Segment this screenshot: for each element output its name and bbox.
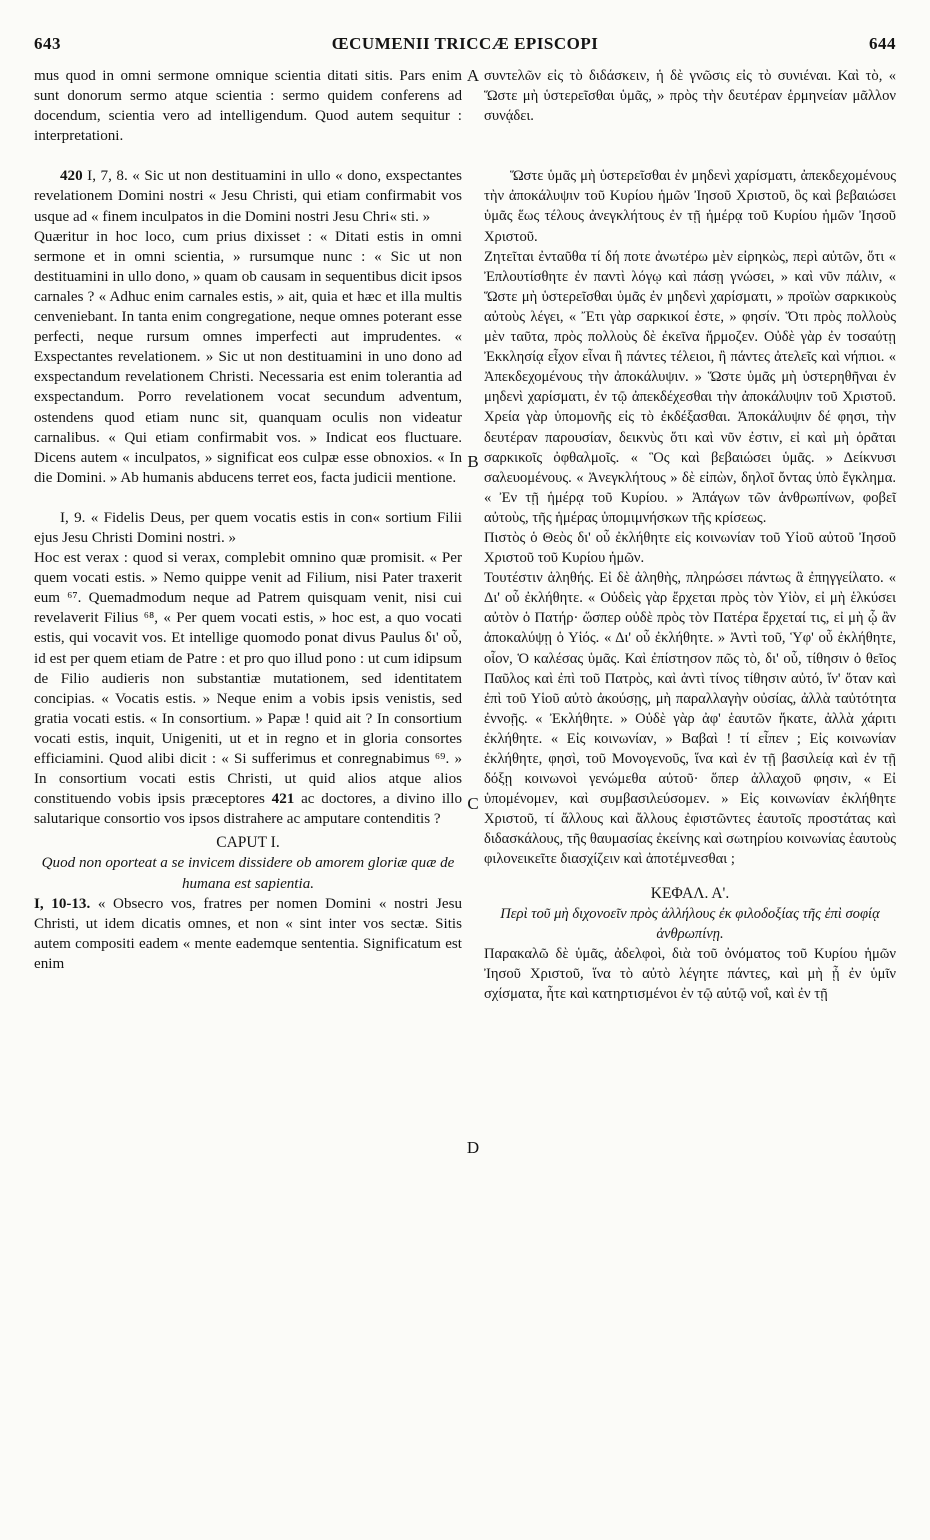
- page-number-right: 644: [869, 34, 896, 53]
- latin-verse-1-7: 420 I, 7, 8. « Sic ut non destituamini in ullo « dono, exspectantes revelationem Domini nostri « Jesu Christi, qui etiam confirmabit vos usque ad « finem inculpatos in die Domini nostri Jesu Chri« sti. »: [34, 168, 462, 225]
- latin-paragraph: Quæritur in hoc loco, cum prius dixisset : « Ditati estis in omni sermone et in omni scientia, » rursumque nunc : « Sic ut non destituamini in ullo dono, » quam ob causam in sequentibus dicit ipsos carnales ? « Adhuc enim carnales estis, » ait, quia et hæc et illa multis cenveniebant. In tanta enim congregatione, neque omnes poterant esse perfecti, neque rursum omnes imperfecti aut imprudentes. « Exspectantes revelationem. » Sic ut non destituamini in uno dono ad exspectandum revelationem Christi. Necessaria est enim tolerantia ad exspectandum. Porro revelationem vocat secundum adventum, ostendens quod etiam nunc sit, quanquam oculis non videatur carnalibus. « Qui etiam confirmabit vos. » Indicat eos fluctuare. Dicens autem « inculpatos, » significat eos culpæ esse obnoxios. « In die Domini. » Ab humanis abducens terret eos, facta judicii mentione.: [34, 228, 462, 486]
- latin-paragraph: mus quod in omni sermone omnique scientia ditati sitis. Pars enim sunt donorum sermo atque scientia : sermo quidem conferens ad docendum, scientia vero ad intelligendum. Quod autem sequitur : interpretationi.: [34, 68, 462, 145]
- margin-letter-a: A: [466, 66, 480, 85]
- column-number: 420: [60, 168, 83, 185]
- greek-paragraph: Τουτέστιν ἀληθής. Εἰ δὲ ἀληθὴς, πληρώσει πάντως ἃ ἐπηγγείλατο. « Δι' οὗ ἐκλήθητε. « Οὐδεὶς γὰρ ἔρχεται πρὸς τὸν Υἱὸν, εἰ μὴ ἑλκύσει αὐτὸν ὁ Πατήρ· ὥσπερ οὐδὲ πρὸς τὸν Πατέρα ἔρχεταί τις, εἰ μὴ ᾧ ἂν ἀποκαλύψῃ ὁ Υἱός. « Δι' οὗ ἐκλήθητε. » Ἀντὶ τοῦ, Ὑφ' οὗ ἐκλήθητε, οἷον, Ὁ καλέσας ὑμᾶς. Καὶ ἐπίστησον πῶς τὸ, δι' οὗ, τίθησιν ὁ θεῖος Παῦλος καὶ ἐπὶ τοῦ Πατρὸς, καὶ ἀντὶ τίνος τίθησιν αὐτό, ἵν' ὅταν καὶ ἐπὶ τοῦ Υἱοῦ αὐτὸ ἀκούσῃς, μὴ παραλλαγὴν οὐσίας, ἀλλὰ ταὐτότητα ἐννοῇς. « Ἐκλήθητε. » Οὐδὲ γὰρ ἀφ' ἑαυτῶν ἥκατε, ἀλλὰ χάριτι ἐκλήθητε. « Εἰς κοινωνίαν, » Βαβαὶ ! τί εἶπεν ; Εἰς κοινωνίαν ἐκλήθητε, φησὶ, τοῦ Μονογενοῦς, ἵνα καὶ ἐν τῇ βασιλείᾳ καὶ ἐν τῇ δόξῃ κοινωνοὶ γενώμεθα αὐτοῦ· ὅπερ ἀλλαχοῦ φησιν, « Εἰ ὑπομένομεν, καὶ συμβασιλεύσομεν. » Εἰς κοινωνίαν ἐκλήθητε Χριστοῦ, τί ἄλλους καὶ ἄλλους ἐφιστῶντες ἑαυτοῖς προστάτας καὶ διδασκάλους, τῆς θαυμασίας ἐκείνης καὶ σωτηρίου κοινωνίας ἑαυτοὺς φιλονεικεῖτε διασχίζειν καὶ ἀποτέμνεσθαι ;: [484, 570, 896, 868]
- margin-letter-d: D: [466, 1138, 480, 1157]
- greek-paragraph: Ζητεῖται ἐνταῦθα τί δή ποτε ἀνωτέρω μὲν εἰρηκὼς, περὶ αὐτῶν, ὅτι « Ἐπλουτίσθητε ἐν παντὶ λόγῳ καὶ πάσῃ γνώσει, » καὶ νῦν πάλιν, « Ὥστε μὴ ὑστερεῖσθαι ὑμᾶς ἐν μηδενὶ χαρίσματι, » προϊὼν σαρκικοὺς αὐτοὺς λέγει, « Ἔτι γὰρ σαρκικοί ἐστε, » φησίν. Ὅτι πρὸς πολλοὺς μὲν ταῦτα, πρὸς πολλοὺς δὲ ἐκεῖνα ἥρμοζεν. Οὐδὲ γὰρ ἐν τοσαύτῃ Ἐκκλησίᾳ εἶχον εἶναι ἢ πάντες τέλειοι, ἢ πάντες ἀτελεῖς καὶ νήπιοι. « Ἀπεκδεχομένους τὴν ἀποκάλυψιν. » Ὥστε ὑμᾶς μὴ ὑστερηθῆναι ἐν μηδενὶ χαρίσματι, ἐν τῷ ἀπεκδέχεσθαι τὴν ἀποκάλυψιν τοῦ Χριστοῦ. Χρεία γὰρ ὑπομονῆς εἰς τὸ ἐκδέξασθαι. Ἀποκάλυψιν δέ φησι, τὴν δευτέραν παρουσίαν, δεικνὺς ὅτι καὶ νῦν ἐστιν, εἰ καὶ μὴ ὁρᾶται σαρκικοῖς ὀφθαλμοῖς. « Ὃς καὶ βεβαιώσει ὑμᾶς. » Δείκνυσι σαλευομένους. « Ἀνεγκλήτους » δὲ εἰπὼν, δηλοῖ ὄντας ὑπὸ ἔγκλημα. « Ἐν τῇ ἡμέρᾳ τοῦ Κυρίου. » Ἀπάγων τῶν ἀνθρωπίνων, φοβεῖ αὐτοὺς, τῆς ἡμέρας ὑπομιμνήσκων τῆς κρίσεως.: [484, 248, 896, 526]
- verse-reference: I, 10-13.: [34, 895, 91, 912]
- chapter-heading: CAPUT I.: [216, 834, 280, 852]
- column-number: 421: [271, 791, 295, 808]
- latin-verse-1-9: I, 9. « Fidelis Deus, per quem vocatis estis in con« sortium Filii ejus Jesu Christi Domini nostri. »: [34, 509, 462, 546]
- margin-letter-c: C: [467, 794, 479, 813]
- latin-verse-1-10: I, 10-13. « Obsecro vos, fratres per nomen Domini « nostri Jesu Christi, ut idem dicatis omnes, et non « sint inter vos sectæ. Sitis autem compositi eadem « mente eademque sententia. Significatum est enim: [34, 895, 462, 972]
- greek-verse-1-7: Ὥστε ὑμᾶς μὴ ὑστερεῖσθαι ἐν μηδενὶ χαρίσματι, ἀπεκδεχομένους τὴν ἀποκάλυψιν τοῦ Κυρίου ἡμῶν Ἰησοῦ Χριστοῦ, ὃς καὶ βεβαιώσει ὑμᾶς ἕως τέλους ἀνεγκλήτους ἐν τῇ ἡμέρᾳ τοῦ Κυρίου ἡμῶν Ἰησοῦ Χριστοῦ.: [484, 168, 896, 245]
- latin-paragraph: Hoc est verax : quod si verax, complebit omnino quæ promisit. « Per quem vocati estis. » Nemo quippe venit ad Filium, nisi Pater traxerit eum ⁶⁷. Quemadmodum neque ad Patrem quisquam venit, nisi cui revelaverit Filius ⁶⁸, « Per quem vocati estis, » hoc est, a quo vocati estis, qui vocavit vos. Et intellige quomodo ponat divus Paulus δι' οὗ, id est per quem etiam de Patre : et pro quo illud pono : ut cum idipsum de Filio audieris non substantiæ mutationem, sed identitatem concipias. « Vocatis estis. » Neque enim a vobis ipsis venistis, sed gratia vocati estis. « In consortium. » Papæ ! quid ait ? In consortium vocati estis, inquit, Unigeniti, ut et in regno et in gloria consortes efficiamini. Quod alibi dicit : « Si sufferimus et conregnabimus ⁶⁹. » In consortium vocati estis Christi, ut quid alios atque alios constituendo vobis ipsis præceptores 421 ac doctores, a divino illo salutarique consortio vos ipsos distrahere ac amputare contenditis ?: [34, 550, 462, 828]
- greek-verse-1-9: Πιστὸς ὁ Θεὸς δι' οὗ ἐκλήθητε εἰς κοινωνίαν τοῦ Υἱοῦ αὐτοῦ Ἰησοῦ Χριστοῦ τοῦ Κυρίου ἡμῶν.: [484, 529, 896, 567]
- greek-column: [484, 66, 896, 1004]
- margin-letter-b: B: [467, 452, 479, 471]
- running-header: [34, 34, 896, 56]
- greek-chapter-heading: ΚΕΦΑΛ. Α'.: [650, 884, 730, 902]
- chapter-subtitle: Quod non oporteat a se invicem dissidere ob amorem gloriæ quæ de humana est sapientia.: [41, 855, 455, 892]
- greek-verse-1-10: Παρακαλῶ δὲ ὑμᾶς, ἀδελφοὶ, διὰ τοῦ ὀνόματος τοῦ Κυρίου ἡμῶν Ἰησοῦ Χριστοῦ, ἵνα τὸ αὐτὸ λέγητε πάντες, καὶ μὴ ᾖ ἐν ὑμῖν σχίσματα, ἦτε καὶ κατηρτισμένοι ἐν τῷ αὐτῷ νοΐ, καὶ ἐν τῇ: [484, 945, 896, 1003]
- greek-paragraph: συντελῶν εἰς τὸ διδάσκειν, ἡ δὲ γνῶσις εἰς τὸ συνιέναι. Καὶ τὸ, « Ὥστε μὴ ὑστερεῖσθαι ὑμᾶς, » πρὸς τὴν δευτέραν ἑρμηνείαν μᾶλλον συνᾴδει.: [484, 68, 896, 125]
- greek-chapter-subtitle: Περὶ τοῦ μὴ διχονοεῖν πρὸς ἀλλήλους ἐκ φιλοδοξίας τῆς ἐπὶ σοφίᾳ ἀνθρωπίνῃ.: [500, 905, 880, 942]
- page-number-left: 643: [34, 34, 61, 53]
- running-title: ŒCUMENII TRICCÆ EPISCOPI: [331, 34, 599, 53]
- latin-column: [34, 66, 462, 974]
